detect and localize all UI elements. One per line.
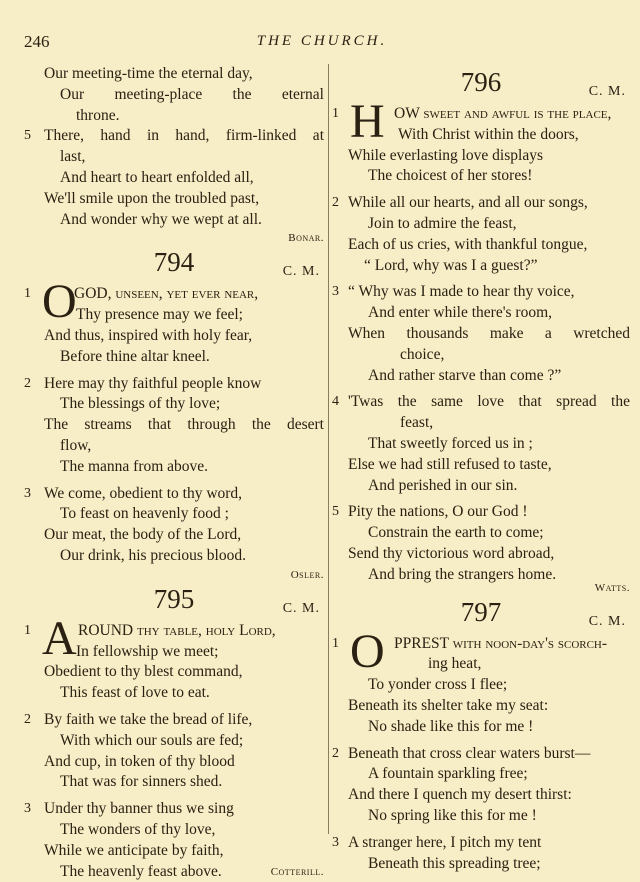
verse-line: 3 A stranger here, I pitch my tent (332, 833, 630, 854)
verse-line: And cup, in token of thy blood (24, 752, 324, 773)
verse-line: Before thine altar kneel. (24, 347, 324, 368)
verse-line: While everlasting love displays (332, 146, 630, 167)
page-number: 246 (24, 32, 50, 52)
left-column (24, 64, 324, 882)
verse-line: In fellowship we meet; (24, 642, 324, 663)
drop-cap: A (42, 617, 77, 661)
verse-line: “ Lord, why was I a guest?” (332, 256, 630, 277)
hymn-meter: C. M. (283, 262, 320, 283)
author-attribution: Watts. (332, 580, 630, 596)
verse-line: 4 'Twas the same love that spread the (332, 392, 630, 413)
verse-line: 2 While all our hearts, and all our songs, (332, 193, 630, 214)
right-column (332, 64, 630, 874)
verse-line: Constrain the earth to come; (332, 523, 630, 544)
stanza-number: 1 (24, 621, 31, 642)
verse-line: Else we had still refused to taste, (332, 455, 630, 476)
running-title: THE CHURCH. (24, 33, 620, 50)
stanza-number: 1 (332, 634, 339, 655)
stanza-number: 3 (332, 833, 339, 854)
verse-line: To feast on heavenly food ; (24, 504, 324, 525)
column-divider (328, 64, 329, 834)
verse-line: The streams that through the desert (24, 415, 324, 436)
hymn-number: 796 (461, 72, 502, 93)
author-attribution: Osler. (24, 567, 324, 583)
hymn-meter: C. M. (589, 612, 626, 633)
stanza-number: 5 (24, 126, 31, 147)
verse-line: 5 There, hand in hand, firm-linked at (24, 126, 324, 147)
verse-line: And thus, inspired with holy fear, (24, 326, 324, 347)
verse-line: 2 By faith we take the bread of life, (24, 710, 324, 731)
verse-line: We'll smile upon the troubled past, (24, 189, 324, 210)
hymn-number: 794 (154, 252, 195, 273)
stanza-number: 1 (332, 104, 339, 125)
verse-line: With Christ within the doors, (332, 125, 630, 146)
verse-line: To yonder cross I flee; (332, 675, 630, 696)
stanza-number: 3 (24, 799, 31, 820)
stanza-number: 3 (332, 282, 339, 303)
verse-line: 5 Pity the nations, O our God ! (332, 502, 630, 523)
stanza-number: 2 (24, 374, 31, 395)
verse-line: Join to admire the feast, (332, 214, 630, 235)
verse-line: 3 Under thy banner thus we sing (24, 799, 324, 820)
verse-line: last, (24, 147, 324, 168)
page-header (24, 32, 620, 56)
verse-line: 3 We come, obedient to thy word, (24, 484, 324, 505)
verse-line: With which our souls are fed; (24, 731, 324, 752)
verse-line: Each of us cries, with thankful tongue, (332, 235, 630, 256)
stanza-number: 1 (24, 284, 31, 305)
stanza-number: 5 (332, 502, 339, 523)
verse-line: And heart to heart enfolded all, (24, 168, 324, 189)
verse-line: No spring like this for me ! (332, 806, 630, 827)
verse-line: 1 A ROUND thy table, holy Lord, (24, 621, 324, 642)
verse-line: The wonders of thy love, (24, 820, 324, 841)
verse-line: And there I quench my desert thirst: (332, 785, 630, 806)
verse-line: 1 O GOD, unseen, yet ever near, (24, 284, 324, 305)
stanza-number: 3 (24, 484, 31, 505)
verse-line: 1 O PPREST with noon-day's scorch- (332, 634, 630, 655)
verse-line: feast, (332, 413, 630, 434)
verse-line: throne. (24, 106, 324, 127)
hymn-meter: C. M. (283, 599, 320, 620)
verse-line: Our meeting-time the eternal day, (24, 64, 324, 85)
verse-line: Our meeting-place the eternal (24, 85, 324, 106)
verse-line: And wonder why we wept at all. (24, 210, 324, 231)
verse-line: And enter while there's room, (332, 303, 630, 324)
verse-line: And bring the strangers home. (332, 565, 630, 586)
verse-line: Thy presence may we feel; (24, 305, 324, 326)
hymn-number: 795 (154, 589, 195, 610)
verse-line: 1 H OW sweet and awful is the place, (332, 104, 630, 125)
verse-line: Beneath its shelter take my seat: (332, 696, 630, 717)
verse-line: Beneath this spreading tree; (332, 854, 630, 875)
verse-line: The choicest of her stores! (332, 166, 630, 187)
verse-line: 3 “ Why was I made to hear thy voice, (332, 282, 630, 303)
verse-line: When thousands make a wretched (332, 324, 630, 345)
stanza-number: 4 (332, 392, 339, 413)
stanza-number: 2 (24, 710, 31, 731)
verse-line: Send thy victorious word abroad, (332, 544, 630, 565)
drop-cap: O (350, 630, 385, 674)
verse-line: The manna from above. (24, 457, 324, 478)
author-attribution: Cotterill. (271, 862, 324, 882)
verse-line: Our drink, his precious blood. (24, 546, 324, 567)
verse-line: ing heat, (332, 654, 630, 675)
drop-cap: H (350, 100, 385, 144)
verse-line: A fountain sparkling free; (332, 764, 630, 785)
verse-line: Our meat, the body of the Lord, (24, 525, 324, 546)
verse-line: And perished in our sin. (332, 476, 630, 497)
verse-line: The blessings of thy love; (24, 394, 324, 415)
verse-line: The heavenly feast above. Cotterill. (24, 862, 324, 882)
drop-cap: O (42, 280, 77, 324)
verse-line: flow, (24, 436, 324, 457)
author-attribution: Bonar. (24, 230, 324, 246)
verse-line: Obedient to thy blest command, (24, 662, 324, 683)
verse-line: choice, (332, 345, 630, 366)
verse-line: And rather starve than come ?” (332, 366, 630, 387)
stanza-number: 2 (332, 744, 339, 765)
hymn-number: 797 (461, 602, 502, 623)
hymn-meter: C. M. (589, 82, 626, 103)
stanza-number: 2 (332, 193, 339, 214)
verse-line: While we anticipate by faith, (24, 841, 324, 862)
verse-line: That was for sinners shed. (24, 772, 324, 793)
verse-line: 2 Beneath that cross clear waters burst— (332, 744, 630, 765)
verse-line: That sweetly forced us in ; (332, 434, 630, 455)
verse-line: No shade like this for me ! (332, 717, 630, 738)
verse-line: This feast of love to eat. (24, 683, 324, 704)
verse-line: 2 Here may thy faithful people know (24, 374, 324, 395)
